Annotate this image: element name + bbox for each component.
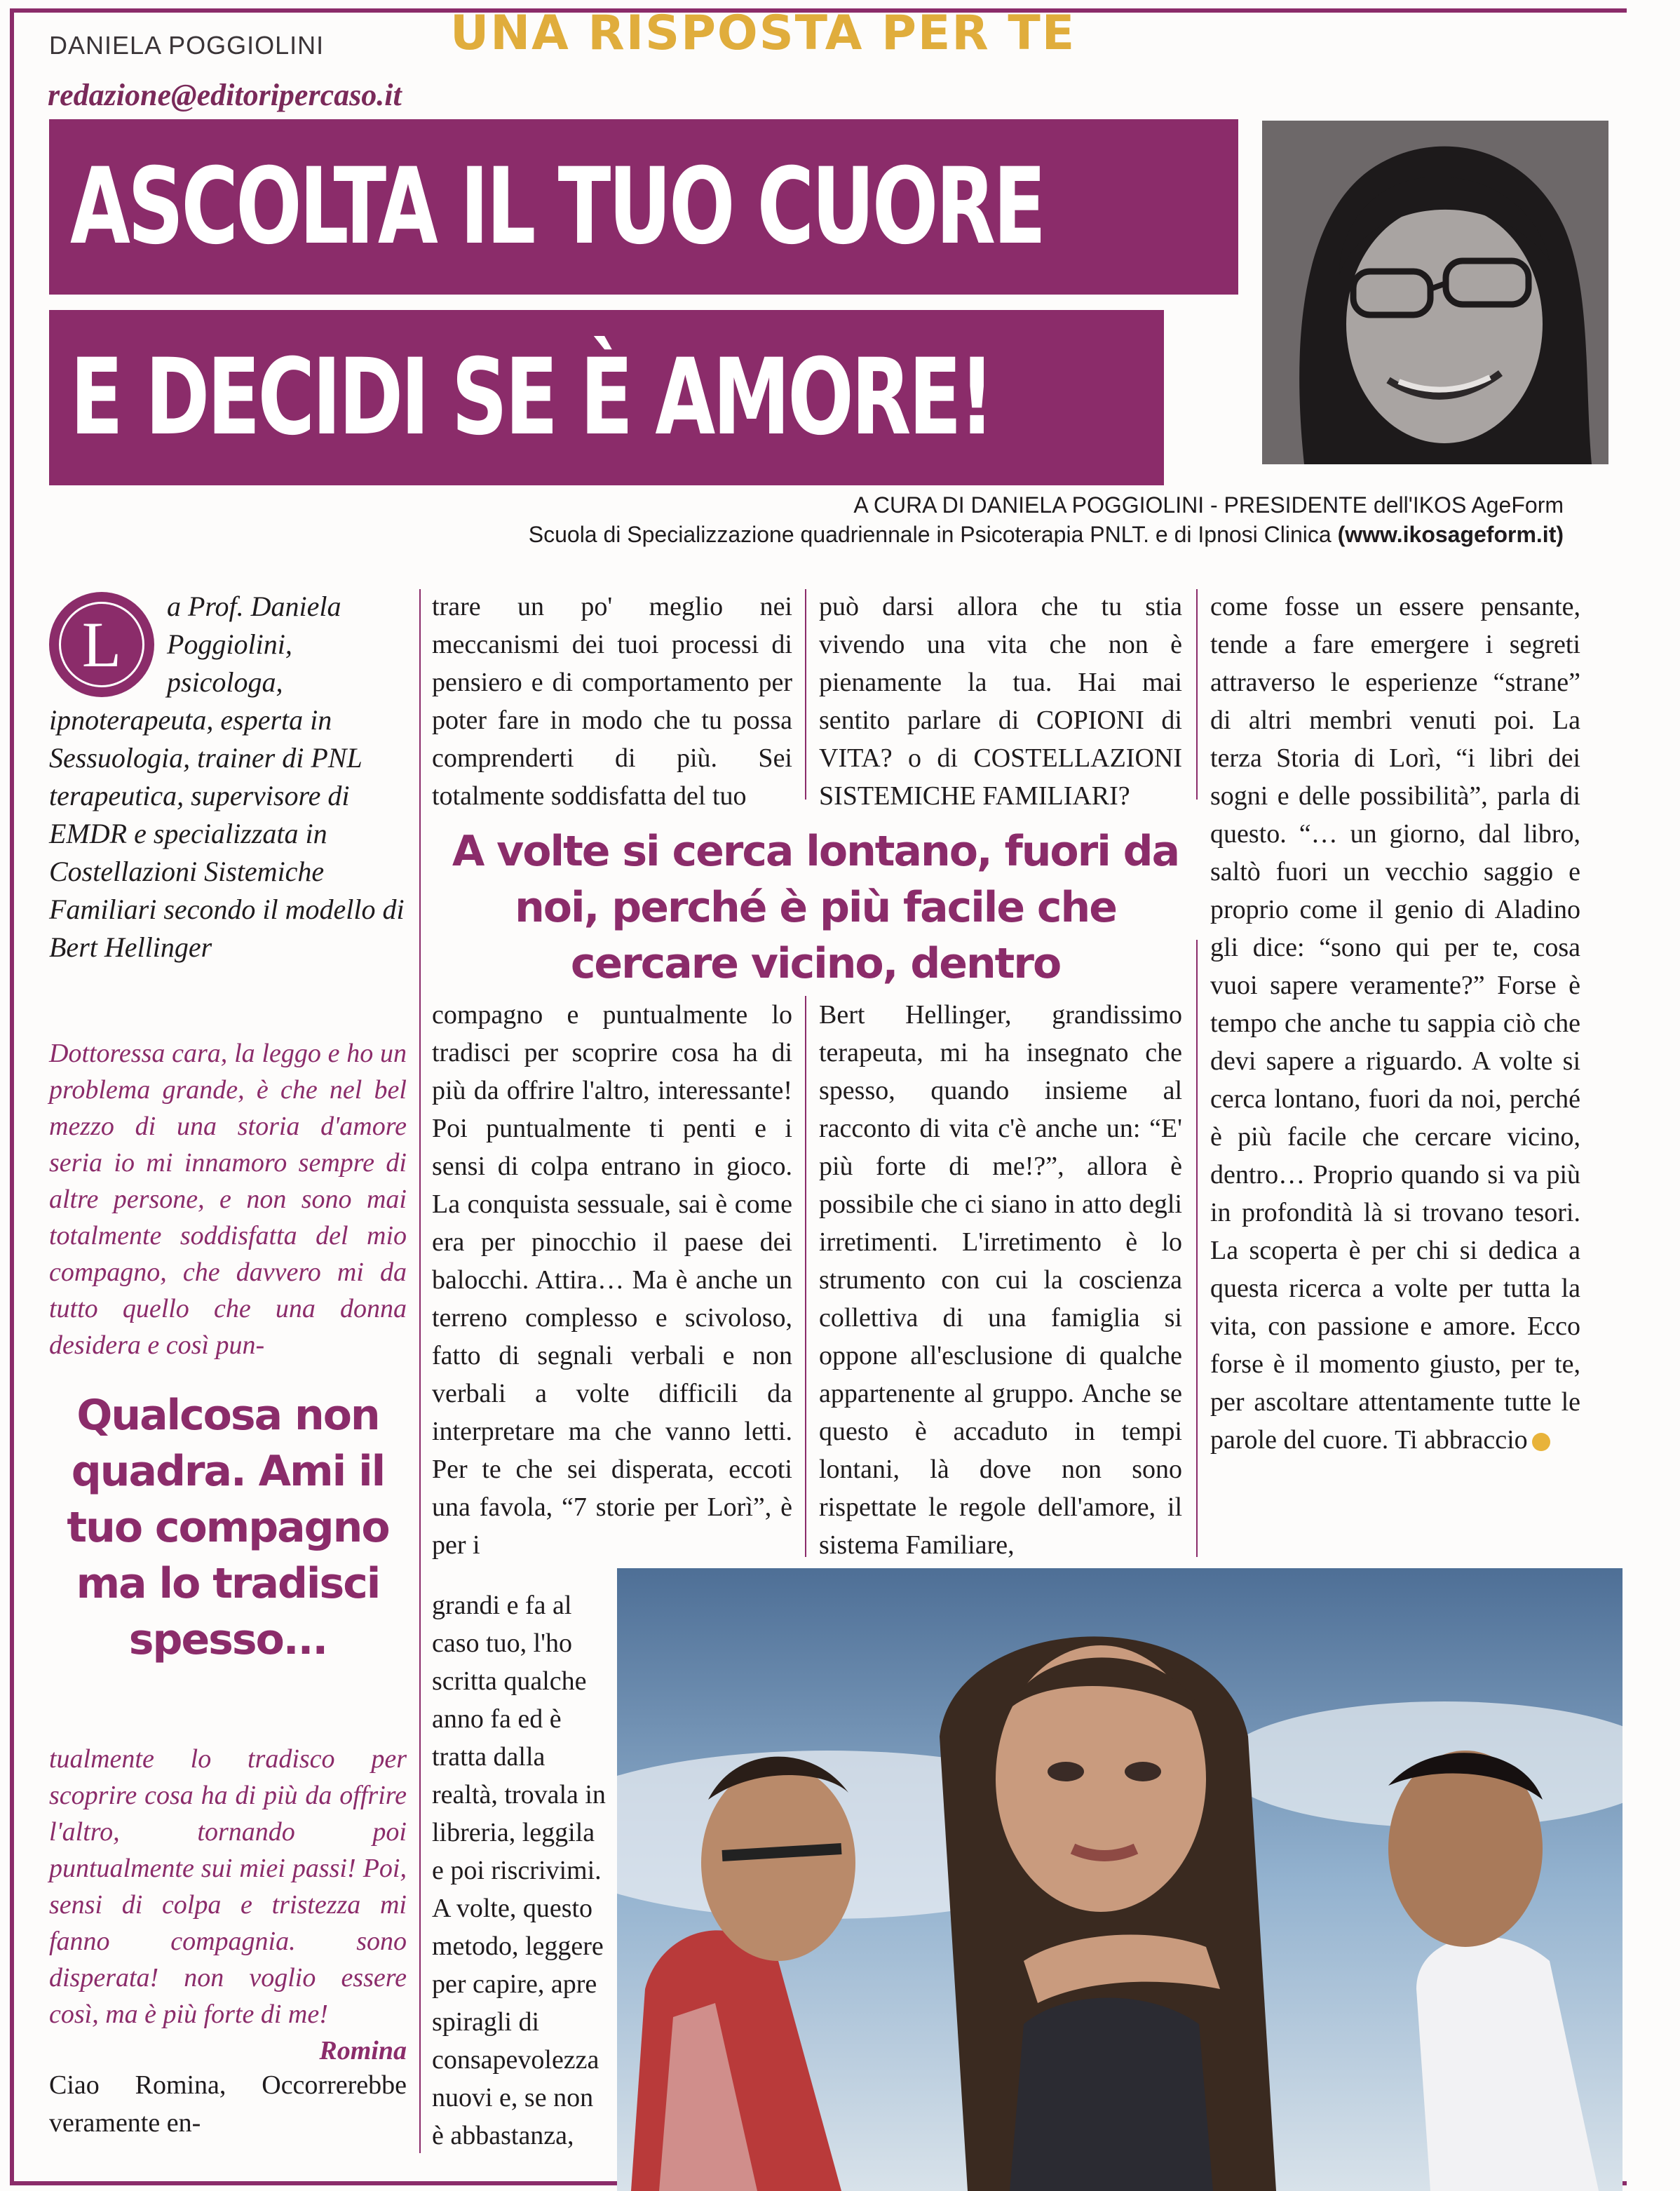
letter-signature: Romina — [319, 2036, 407, 2065]
column-1 — [49, 588, 407, 966]
author-portrait-illustration — [1262, 121, 1608, 464]
illustration-photo — [617, 1568, 1623, 2191]
column-rule-2-top — [805, 589, 806, 800]
answer-text-2b: compagno e puntualmente lo tradisci per scoprire cosa ha di più da offrire l'altro, interessante! Poi puntualmente ti penti e i sensi di colpa entrano in gioco. La conquista sessuale, sai è come era per pinocchio il paese dei balocchi. Attira… Ma è anche un terreno complesso e scivoloso, fatto di segnali verbali e non verbali a volte difficili da interpretare ma che vanno letti. Per te che sei disperata, eccoti una favola, “7 storie per Lorì”, è per i — [432, 1000, 792, 1560]
column-rule-3-bottom — [1196, 940, 1198, 1557]
column-rule-1 — [419, 589, 421, 2153]
answer-column-4 — [1210, 588, 1580, 1459]
dropcap — [49, 592, 154, 697]
author-intro: a Prof. Daniela Poggiolini, psicologa, ipnoterapeuta, esperta in Sessuologia, trainer di PNL terapeutica, supervisore di EMDR e specializzata in Costellazioni Sistemiche Familiari secondo il modello di Bert Hellinger — [49, 591, 405, 963]
answer-text-2c: grandi e fa al caso tuo, l'ho scritta qualche anno fa ed è tratta dalla realtà, trovala in libreria, leggila e poi riscrivimi. A volte, questo metodo, leggere per capire, apre spiragli di consapevolezza nuovi e, se non è abbastanza, — [432, 1591, 606, 2150]
answer-greeting: Ciao Romina, Occorrerebbe veramente en- — [49, 2070, 407, 2138]
credit-school: Scuola di Specializzazione quadriennale in Psicoterapia PNLT. e di Ipnosi Clinica — [528, 522, 1332, 547]
answer-column-2-top — [432, 588, 792, 815]
credit-line-2 — [529, 522, 1564, 548]
answer-text-4: come fosse un essere pensante, tende a fare emergere i segreti attraverso le esperienze “strane” di altri membri venuti poi. La terza Storia di Lorì, “i libri dei sogni e delle possibilità”, parla di questo. “… un giorno, dal libro, saltò fuori un vecchio saggio e proprio come il genio di Aladino gli dice: “sono qui per te, cosa vuoi sapere veramente?” Forse è tempo che anche tu sappia ciò che devi sapere a riguardo. A volte si cerca lontano, fuori da noi, perché è più facile che cercare vicino, dentro… Proprio quando si va più in profondità là si trovano tesori. La scoperta è per chi si dedica a questa ricerca a volte per tutta la vita, con passione e amore. Ecco forse è il momento giusto, per te, per ascoltare attentamente tutte le parole del cuore. Ti abbraccio — [1210, 592, 1580, 1455]
answer-column-2-narrow — [432, 1586, 607, 2155]
author-portrait — [1262, 121, 1608, 464]
photo-people-illustration — [617, 1568, 1623, 2191]
credit-line-1: A CURA DI DANIELA POGGIOLINI - PRESIDENTE dell'IKOS AgeForm — [853, 492, 1564, 518]
letter-text-2: tualmente lo tradisco per scoprire cosa ha di più da offrire l'altro, tornando poi puntualmente sui miei passi! Poi, sensi di colpa e tristezza mi fanno compagnia. sono disperata! non voglio essere così, ma è più forte di me! — [49, 1744, 407, 2029]
headline-line-2 — [49, 310, 1164, 485]
reader-letter-part-1 — [49, 1035, 407, 1363]
answer-column-2-bottom — [432, 996, 792, 1564]
column-rule-2-bottom — [805, 996, 806, 1557]
answer-opening — [49, 2066, 407, 2142]
headline-line-1 — [49, 119, 1238, 295]
answer-column-3-top — [819, 588, 1182, 815]
headline-text-2: E DECIDI SE È AMORE! — [70, 337, 992, 459]
answer-text-3b: Bert Hellinger, grandissimo terapeuta, mi ha insegnato che spesso, quando insieme al racconto di vita c'è anche un: “E' più forte di me!?”, allora è possibile che ci siano in atto degli irretimenti. L'irretimento è lo strumento con cui la coscienza collettiva di una famiglia si oppone all'esclusione di qualche appartenente al gruppo. Anche se questo è accaduto in tempi lontani, là dove non sono rispettate le regole dell'amore, il sistema Familiare, — [819, 1000, 1182, 1560]
pullquote-left: Qualcosa non quadra. Ami il tuo compagno ma lo tradisci spesso... — [67, 1391, 389, 1664]
letter-text-1: Dottoressa cara, la leggo e ho un problema grande, è che nel bel mezzo di una storia d'amore seria io mi innamoro sempre di altre persone, e non sono mai totalmente soddisfatta del mio compagno, che davvero mi da tutto quello che una donna desidera e così pun- — [49, 1039, 407, 1360]
column-author: DANIELA POGGIOLINI — [49, 31, 325, 60]
end-mark-icon — [1532, 1433, 1550, 1451]
pullquote-center: A volte si cerca lontano, fuori da noi, perché è più facile che cercare vicino, dentro — [452, 827, 1179, 988]
reader-letter-part-2 — [49, 1741, 407, 2069]
answer-column-3-bottom — [819, 996, 1182, 1564]
column-rule-3-top — [1196, 589, 1198, 800]
editorial-email-link[interactable]: redazione@editoripercaso.it — [48, 78, 402, 112]
credit-website-link[interactable]: (www.ikosageform.it) — [1337, 522, 1564, 547]
headline-text-1: ASCOLTA IL TUO CUORE — [70, 146, 1044, 268]
dropcap-letter: L — [59, 602, 144, 687]
answer-text-3a: può darsi allora che tu stia vivendo una vita che non è pienamente la tua. Hai mai sentito parlare di COPIONI di VITA? o di COSTELLAZIONI SISTEMICHE FAMILIARI? — [819, 592, 1182, 811]
section-title: UNA RISPOSTA PER TE — [450, 6, 1076, 61]
answer-text-2a: trare un po' meglio nei meccanismi dei tuoi processi di pensiero e di comportamento per poter fare in modo che tu possa comprenderti di più. Sei totalmente soddisfatta del tuo — [432, 592, 792, 811]
